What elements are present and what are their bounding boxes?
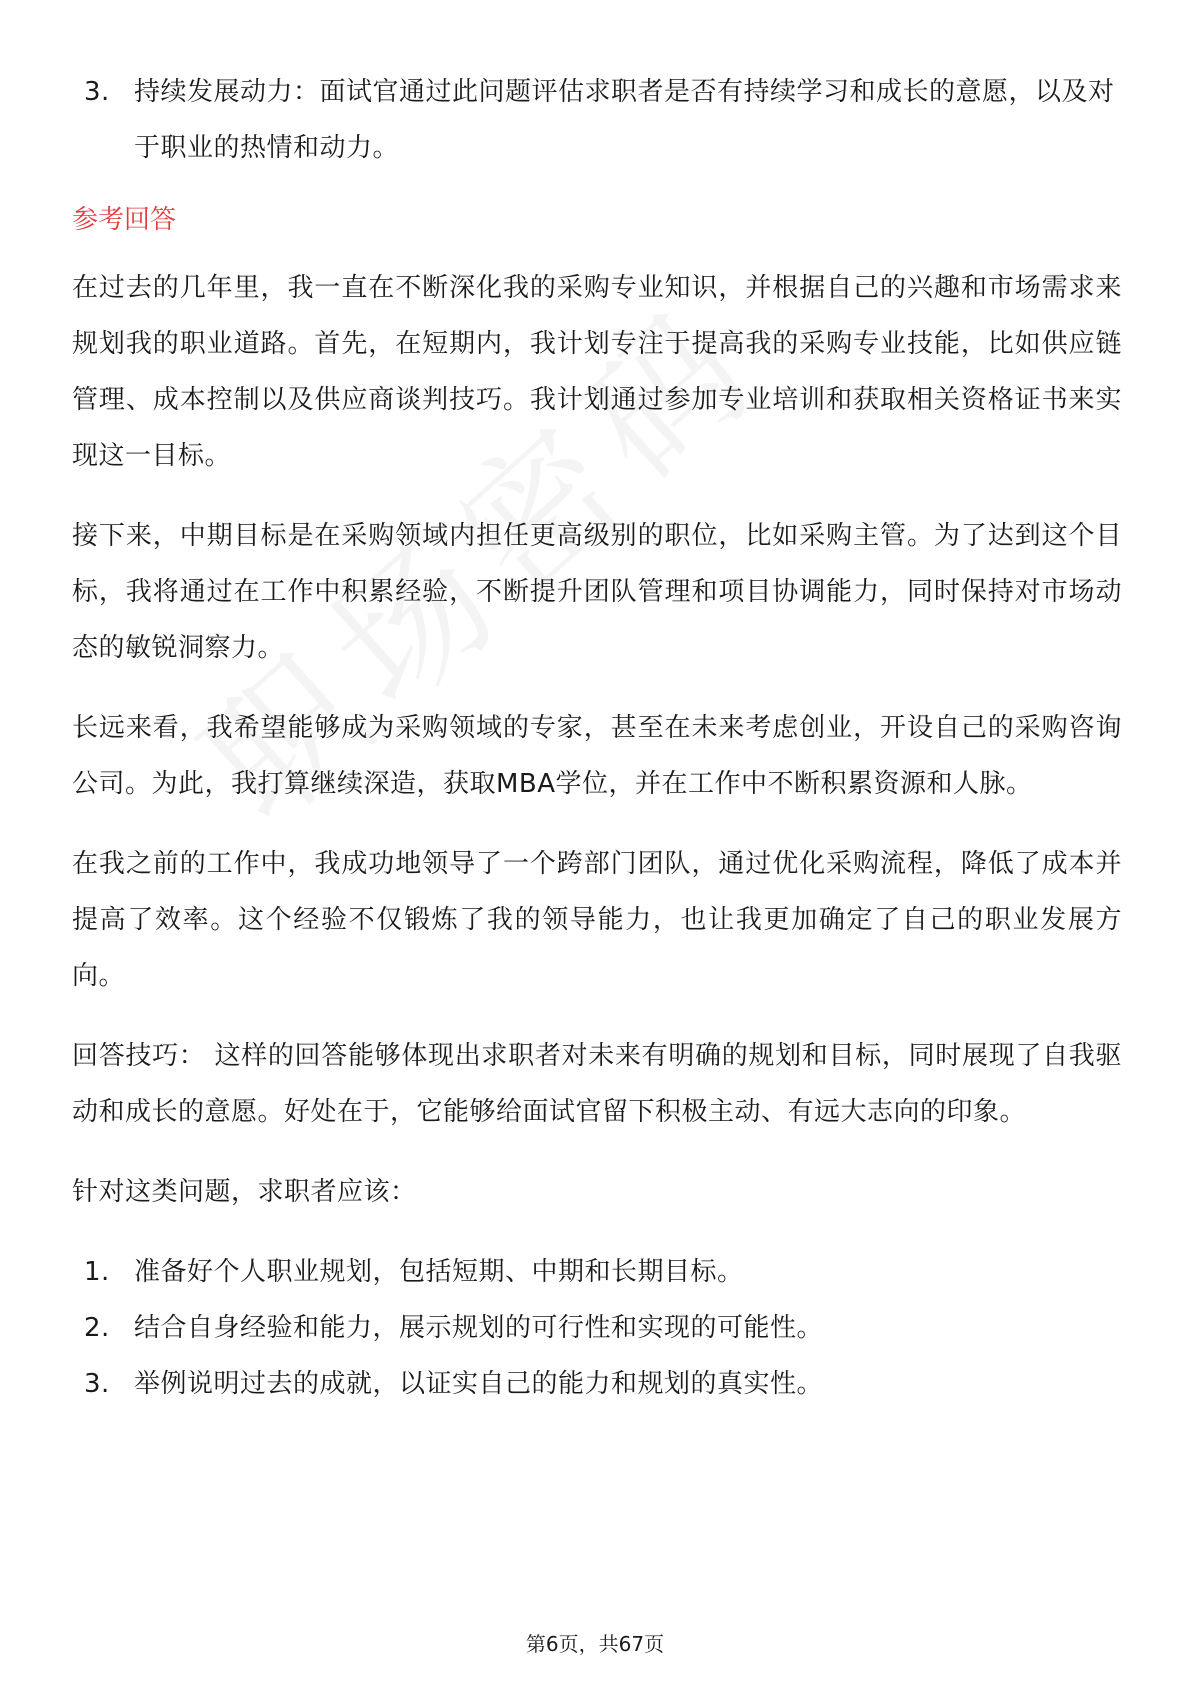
list-text: 持续发展动力：面试官通过此问题评估求职者是否有持续学习和成长的意愿，以及对于职业的热情和动力。 [134,77,1115,163]
list-text: 举例说明过去的成就，以证实自己的能力和规划的真实性。 [134,1369,824,1399]
paragraph: 在我之前的工作中，我成功地领导了一个跨部门团队，通过优化采购流程，降低了成本并提高了效率。这个经验不仅锻炼了我的领导能力，也让我更加确定了自己的职业发展方向。 [72,849,1122,991]
paragraph: 在过去的几年里，我一直在不断深化我的采购专业知识，并根据自己的兴趣和市场需求来规划我的职业道路。首先，在短期内，我计划专注于提高我的采购专业技能，比如供应链管理、成本控制以及供应商谈判技巧。我计划通过参加专业培训和获取相关资格证书来实现这一目标。 [72,273,1122,471]
list-item [72,1356,1122,1412]
list-item [72,64,1122,176]
page-content [72,64,1122,1412]
list-number: 2. [84,1313,110,1343]
list-number: 3. [84,1369,110,1399]
page-footer: 第6页，共67页 [525,1632,665,1656]
list-item [72,1244,1122,1300]
answer-tips-paragraph: 回答技巧： 这样的回答能够体现出求职者对未来有明确的规划和目标，同时展现了自我驱动和成长的意愿。好处在于，它能够给面试官留下积极主动、有远大志向的印象。 [72,1041,1122,1127]
list-number: 3. [84,77,110,107]
advice-intro: 针对这类问题，求职者应该： [72,1177,417,1207]
paragraph: 接下来，中期目标是在采购领域内担任更高级别的职位，比如采购主管。为了达到这个目标，我将通过在工作中积累经验，不断提升团队管理和项目协调能力，同时保持对市场动态的敏锐洞察力。 [72,521,1122,663]
paragraph: 长远来看，我希望能够成为采购领域的专家，甚至在未来考虑创业，开设自己的采购咨询公司。为此，我打算继续深造，获取MBA学位，并在工作中不断积累资源和人脉。 [72,713,1122,799]
list-item [72,1300,1122,1356]
list-text: 结合自身经验和能力，展示规划的可行性和实现的可能性。 [134,1313,824,1343]
list-number: 1. [84,1257,110,1287]
section-title: 参考回答 [72,205,177,235]
list-text: 准备好个人职业规划，包括短期、中期和长期目标。 [134,1257,744,1287]
advice-list [72,1244,1122,1412]
